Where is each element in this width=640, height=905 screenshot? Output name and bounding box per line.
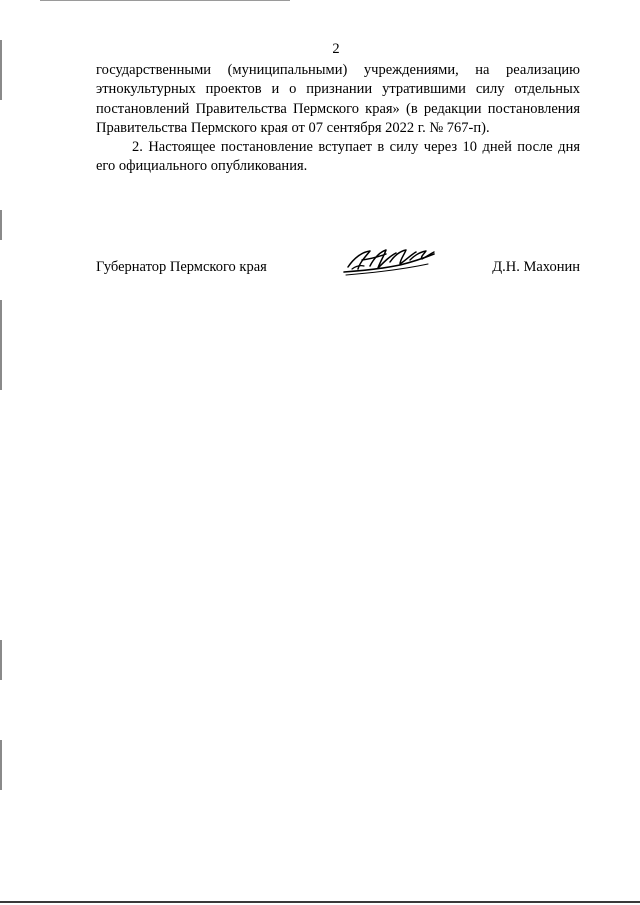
page-number: 2 bbox=[332, 41, 340, 57]
scan-artifact-bottom bbox=[0, 901, 640, 903]
body-line: его официального опубликования. bbox=[96, 158, 308, 175]
body-line: государственными (муниципальными) учреждениями, на реализацию bbox=[96, 62, 580, 78]
signature-block bbox=[96, 258, 580, 288]
scan-artifact-top bbox=[40, 0, 290, 1]
signer-name: Д.Н. Махонин bbox=[492, 259, 580, 275]
document-body bbox=[96, 61, 580, 177]
body-line: Правительства Пермского края от 07 сентября 2022 г. № 767-п). bbox=[96, 119, 490, 136]
body-line: этнокультурных проектов и о признании утратившими силу отдельных bbox=[96, 81, 580, 98]
body-line: постановлений Правительства Пермского края» (в редакции постановления bbox=[96, 100, 580, 117]
scan-artifact-left-edge bbox=[0, 0, 2, 905]
signer-title: Губернатор Пермского края bbox=[96, 259, 267, 275]
handwritten-signature bbox=[340, 242, 438, 280]
paragraph-2-line: 2. Настоящее постановление вступает в силу через 10 дней после дня bbox=[132, 139, 580, 156]
